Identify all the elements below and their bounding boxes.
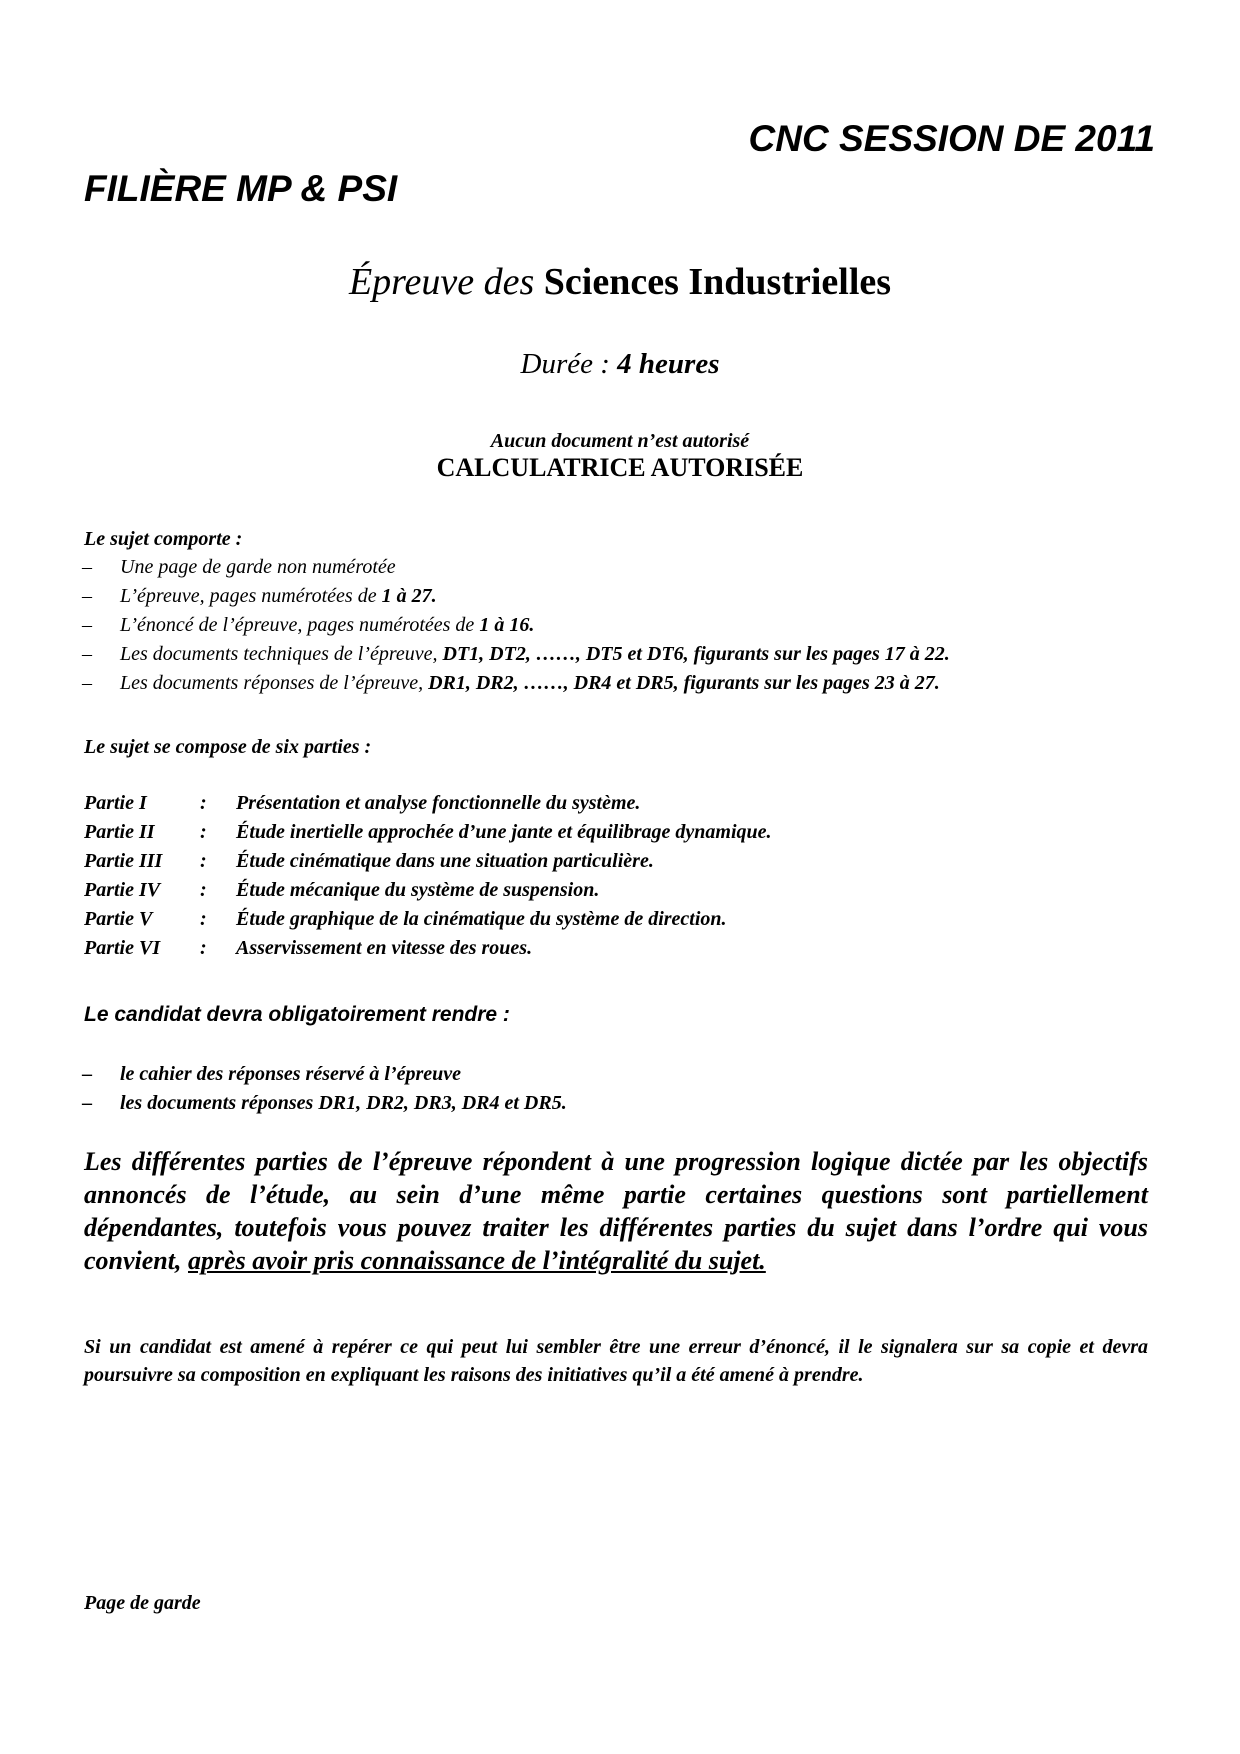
part-row: Partie VI : Asservissement en vitesse des roues. [84, 937, 533, 959]
deliverables-list [82, 1060, 1182, 1118]
list-item: – Les documents réponses de l’épreuve, DR1, DR2, ……, DR4 et DR5, figurants sur les pages 23 à 27. [82, 672, 940, 694]
part-row: Partie III : Étude cinématique dans une situation particulière. [84, 850, 654, 872]
part-row: Partie I : Présentation et analyse fonctionnelle du système. [84, 792, 641, 814]
list-item: – L’épreuve, pages numérotées de 1 à 27. [82, 585, 437, 607]
duration [0, 348, 1240, 381]
parts-heading: Le sujet se compose de six parties : [84, 736, 372, 758]
no-document-notice: Aucun document n’est autorisé [490, 430, 750, 452]
part-row: Partie IV : Étude mécanique du système de suspension. [84, 879, 600, 901]
list-item: – Les documents techniques de l’épreuve, DT1, DT2, ……, DT5 et DT6, figurants sur les pages 17 à 22. [82, 643, 950, 665]
page-footer: Page de garde [84, 1592, 201, 1614]
duration-value: 4 heures [617, 348, 720, 380]
calculator-notice: CALCULATRICE AUTORISÉE [436, 453, 804, 482]
contents-heading: Le sujet comporte : [84, 528, 243, 550]
filiere-title: FILIÈRE MP & PSI [84, 168, 398, 209]
list-item: – L’énoncé de l’épreuve, pages numérotées de 1 à 16. [82, 614, 535, 636]
list-item: – Une page de garde non numérotée [82, 556, 396, 578]
session-title: CNC SESSION DE 2011 [748, 118, 1155, 159]
parts-list [84, 789, 772, 963]
error-notice-paragraph: Si un candidat est amené à repérer ce qui peut lui sembler être une erreur d’énoncé, il le signalera sur sa copie et devra poursuivre sa composition en expliquant les raisons des initiatives qu’il a été amené à prendre. [84, 1336, 1148, 1386]
exam-title [0, 260, 1240, 304]
exam-title-subject: Sciences Industrielles [543, 261, 892, 303]
part-row: Partie V : Étude graphique de la cinématique du système de direction. [84, 908, 727, 930]
list-item: – le cahier des réponses réservé à l’épreuve [82, 1063, 462, 1085]
progression-paragraph: Les différentes parties de l’épreuve répondent à une progression logique dictée par les objectifs annoncés de l’étude, au sein d’une même partie certaines questions sont partiellement dépendantes, toutefois vous pouvez traiter les différentes parties du sujet dans l’ordre qui vous convient, après avoir pris connaissance de l’intégralité du sujet. [84, 1147, 1148, 1275]
list-item: – les documents réponses DR1, DR2, DR3, DR4 et DR5. [82, 1092, 567, 1114]
part-row: Partie II : Étude inertielle approchée d’une jante et équilibrage dynamique. [84, 821, 772, 843]
contents-list [82, 553, 1182, 698]
duration-label: Durée : [520, 348, 610, 380]
underlined-instruction: après avoir pris connaissance de l’intégralité du sujet. [188, 1246, 766, 1275]
exam-title-prefix: Épreuve des [348, 261, 535, 303]
deliverables-heading: Le candidat devra obligatoirement rendre : [84, 1003, 510, 1026]
